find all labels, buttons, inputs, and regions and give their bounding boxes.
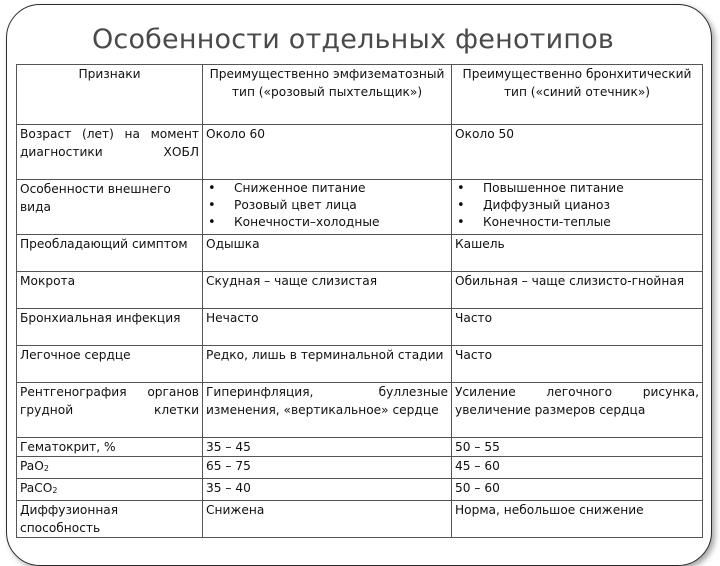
bullet-list (206, 180, 448, 231)
cell-emph-appearance (203, 180, 452, 235)
list-item: • Конечности–холодные (206, 214, 448, 231)
header-emphysema: Преимущественно эмфизематозный тип («розовый пыхтельщик») (203, 65, 452, 125)
header-bronchitis: Преимущественно бронхитический тип («синий отечник») (452, 65, 703, 125)
cell-bronch-symptom: Кашель (452, 235, 703, 272)
bullet-list (455, 180, 699, 231)
row-label-xray: Рентгенография органов грудной клетки (17, 383, 203, 438)
label-main: PaCO (20, 481, 53, 495)
table-row (17, 346, 703, 383)
table-row (17, 272, 703, 309)
row-label-age: Возраст (лет) на момент диагностики ХОБЛ (17, 125, 203, 180)
cell-emph-pao2: 65 – 75 (203, 457, 452, 479)
cell-emph-hematocrit: 35 – 45 (203, 438, 452, 457)
row-label-pao2 (17, 457, 203, 479)
table-row (17, 383, 703, 438)
cell-bronch-cor-pulmonale: Часто (452, 346, 703, 383)
list-item: • Повышенное питание (455, 180, 699, 197)
cell-bronch-xray: Усиление легочного рисунка, увеличение размеров сердца (452, 383, 703, 438)
slide-title: Особенности отдельных фенотипов (91, 24, 615, 55)
cell-emph-xray: Гиперинфляция, буллезные изменения, «вертикальное» сердце (203, 383, 452, 438)
row-label-symptom: Преобладающий симптом (17, 235, 203, 272)
table-row (17, 479, 703, 501)
label-subscript: 2 (52, 486, 58, 495)
cell-bronch-diffusion: Норма, небольшое снижение (452, 501, 703, 538)
cell-bronch-paco2: 50 – 60 (452, 479, 703, 501)
cell-bronch-infection: Часто (452, 309, 703, 346)
cell-emph-symptom: Одышка (203, 235, 452, 272)
row-label-paco2 (17, 479, 203, 501)
row-label-diffusion: Диффузионная способность (17, 501, 203, 538)
list-item: • Диффузный цианоз (455, 197, 699, 214)
cell-bronch-appearance (452, 180, 703, 235)
cell-bronch-hematocrit: 50 – 55 (452, 438, 703, 457)
table-row (17, 501, 703, 538)
cell-bronch-age: Около 50 (452, 125, 703, 180)
row-label-infection: Бронхиальная инфекция (17, 309, 203, 346)
list-item: • Сниженное питание (206, 180, 448, 197)
table-header-row (17, 65, 703, 125)
row-label-appearance: Особенности внешнего вида (17, 180, 203, 235)
table-row (17, 235, 703, 272)
list-item: • Конечности-теплые (455, 214, 699, 231)
row-label-sputum: Мокрота (17, 272, 203, 309)
cell-emph-infection: Нечасто (203, 309, 452, 346)
cell-emph-sputum: Скудная – чаще слизистая (203, 272, 452, 309)
row-label-hematocrit: Гематокрит, % (17, 438, 203, 457)
cell-bronch-pao2: 45 – 60 (452, 457, 703, 479)
phenotype-table (16, 64, 703, 538)
cell-emph-cor-pulmonale: Редко, лишь в терминальной стадии (203, 346, 452, 383)
cell-bronch-sputum: Обильная – чаще слизисто-гнойная (452, 272, 703, 309)
cell-emph-paco2: 35 – 40 (203, 479, 452, 501)
cell-emph-age: Около 60 (203, 125, 452, 180)
table-row (17, 309, 703, 346)
label-subscript: 2 (43, 464, 49, 473)
header-sign: Признаки (17, 65, 203, 125)
table-row (17, 438, 703, 457)
list-item: • Розовый цвет лица (206, 197, 448, 214)
cell-emph-diffusion: Снижена (203, 501, 452, 538)
table-row (17, 457, 703, 479)
row-label-cor-pulmonale: Легочное сердце (17, 346, 203, 383)
table-row (17, 180, 703, 235)
table-row (17, 125, 703, 180)
label-main: PaO (20, 459, 44, 473)
